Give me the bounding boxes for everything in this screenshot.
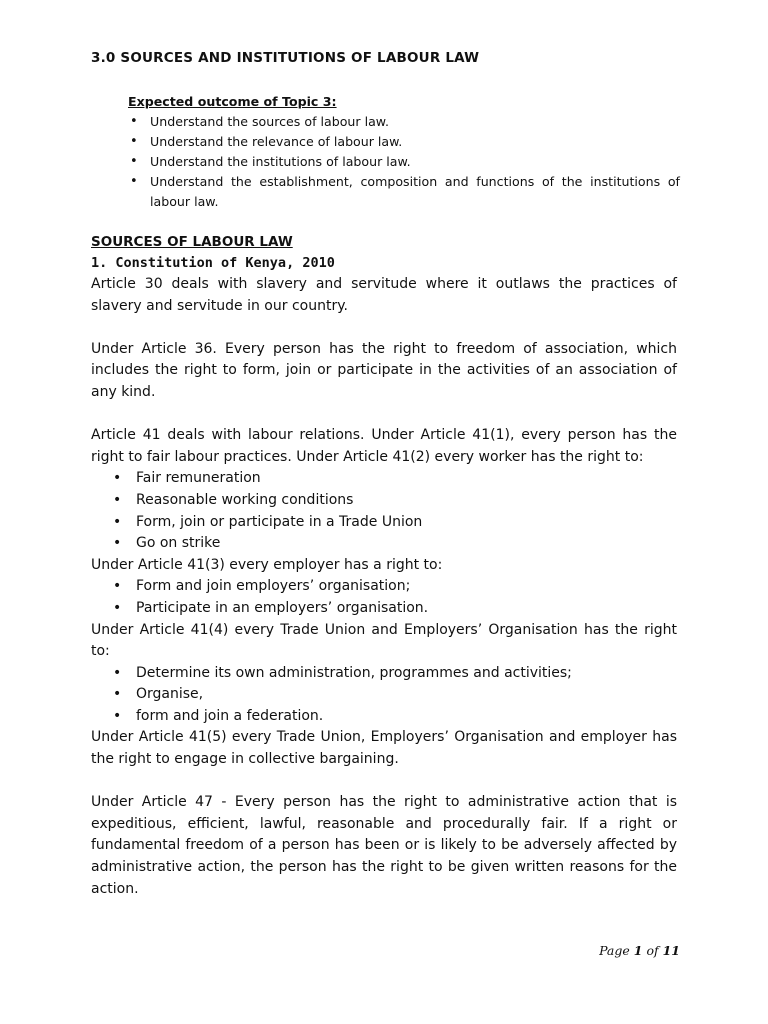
worker-rights-list: [91, 468, 677, 554]
paragraph-article-47: Under Article 47 - Every person has the right to administrative action that is expeditious, efficient, lawful, reasonable and procedurally fair. If a right or fundamental freedom of a person has been or is likely to be adversely affected by administrative action, the person has the right to be given written reasons for the action.: [91, 794, 677, 897]
list-item: • Fair remuneration: [91, 468, 677, 490]
section-heading: SOURCES OF LABOUR LAW: [91, 234, 293, 250]
paragraph-article-30: Article 30 deals with slavery and servitude where it outlaws the practices of slavery and servitude in our country.: [91, 276, 677, 314]
employer-rights-list: [91, 576, 677, 619]
total-pages: 11: [662, 943, 680, 958]
outcome-item: • Understand the establishment, composition and functions of the institutions of labour law.: [128, 172, 680, 212]
outcome-item: • Understand the relevance of labour law.: [128, 132, 680, 152]
expected-outcome-section: [128, 92, 680, 212]
paragraph-article-41: Article 41 deals with labour relations. Under Article 41(1), every person has the right to fair labour practices. Under Article 41(2) every worker has the right to:: [91, 427, 677, 465]
page-word: Page: [599, 943, 630, 958]
outcome-heading: Expected outcome of Topic 3:: [128, 94, 337, 109]
list-item: • form and join a federation.: [91, 706, 677, 728]
list-item: • Reasonable working conditions: [91, 490, 677, 512]
list-item: • Participate in an employers’ organisation.: [91, 598, 677, 620]
body-text: [91, 274, 677, 900]
paragraph-article-41-5: Under Article 41(5) every Trade Union, Employers’ Organisation and employer has the right to engage in collective bargaining.: [91, 729, 677, 768]
list-item: • Determine its own administration, programmes and activities;: [91, 663, 677, 685]
list-item: • Go on strike: [91, 533, 677, 555]
outcome-item: • Understand the sources of labour law.: [128, 112, 680, 132]
paragraph-article-41-4: Under Article 41(4) every Trade Union and Employers’ Organisation has the right to:: [91, 621, 677, 660]
list-item: • Form, join or participate in a Trade Union: [91, 512, 677, 534]
list-item: • Organise,: [91, 684, 677, 706]
paragraph-article-36: Under Article 36. Every person has the right to freedom of association, which includes the right to form, join or participate in the activities of an association of any kind.: [91, 340, 677, 400]
paragraph-article-41-3: Under Article 41(3) every employer has a right to:: [91, 556, 443, 573]
page-number: 1: [633, 943, 643, 958]
chapter-title: 3.0 SOURCES AND INSTITUTIONS OF LABOUR LAW: [91, 50, 480, 66]
outcome-list: [128, 112, 680, 212]
of-word: of: [646, 943, 659, 958]
outcome-item: • Understand the institutions of labour law.: [128, 152, 680, 172]
page-footer: [599, 943, 680, 958]
union-rights-list: [91, 663, 677, 728]
list-item: • Form and join employers’ organisation;: [91, 576, 677, 598]
sub-heading: 1. Constitution of Kenya, 2010: [91, 255, 335, 271]
